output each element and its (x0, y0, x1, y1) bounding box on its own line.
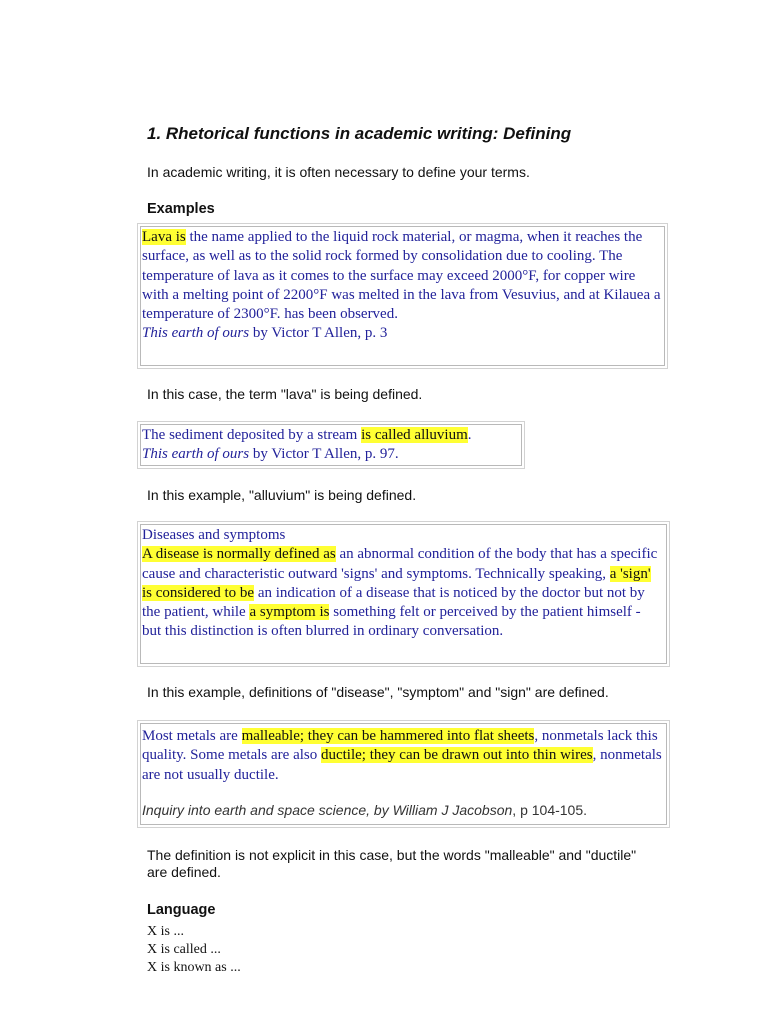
source-title: This earth of ours (142, 325, 250, 342)
language-list (147, 923, 241, 977)
language-item: X is called ... (147, 942, 221, 957)
example-body: , nonmetals lack this quality. Some metals are also (142, 728, 658, 764)
source-citation (142, 801, 663, 820)
source-author: by Victor T Allen, p. 3 (249, 325, 388, 342)
example-box-metals (140, 723, 667, 825)
comment-lava: In this case, the term "lava" is being defined. (147, 386, 423, 402)
highlight-is-called: is called alluvium (361, 427, 468, 443)
source-title: This earth of ours (142, 446, 250, 463)
highlight-symptom: a symptom is (249, 604, 330, 621)
example-text-alluvium (142, 426, 518, 465)
language-item: X is ... (147, 924, 184, 939)
example-box-lava (140, 226, 665, 366)
highlight-ductile: ductile; they can be drawn out into thin wires (320, 747, 593, 764)
example-body: The sediment deposited by a stream (142, 427, 362, 443)
examples-heading: Examples (147, 201, 215, 217)
highlight-lava-is: Lava is (142, 229, 186, 245)
highlight-malleable: malleable; they can be hammered into flat sheets (241, 728, 535, 744)
example-body: Most metals are (142, 728, 242, 744)
example-box-disease (140, 524, 667, 664)
example-body: something felt or perceived by the patient himself - but this distinction is often blurred in ordinary conversation. (142, 604, 641, 640)
source-author: by Victor T Allen, p. 97. (249, 446, 399, 463)
example-text-disease (142, 526, 663, 642)
source-title: Inquiry into earth and space science, by William J Jacobson (142, 801, 513, 818)
example-body: an abnormal condition of the body that has a specific cause and characteristic outward 'signs' and symptoms. Technically speaking, (142, 546, 658, 582)
example-body: an indication of a disease that is noticed by the doctor but not by the patient, while (142, 584, 645, 621)
example-end: . (467, 427, 472, 443)
example-text-metals (142, 727, 663, 785)
comment-alluvium: In this example, "alluvium" is being defined. (147, 487, 417, 503)
highlight-sign: a 'sign' is considered to be (142, 565, 651, 601)
example-heading: Diseases and symptoms (142, 527, 286, 543)
example-body: , nonmetals are not usually ductile. (142, 747, 662, 783)
intro-text: In academic writing, it is often necessary to define your terms. (147, 164, 530, 180)
highlight-disease: A disease is normally defined as (142, 546, 336, 563)
page-title: 1. Rhetorical functions in academic writing: Defining (147, 124, 572, 143)
example-text-lava (142, 228, 661, 344)
comment-disease: In this example, definitions of "disease", "symptom" and "sign" are defined. (147, 684, 609, 700)
comment-metals: The definition is not explicit in this case, but the words "malleable" and "ductile" are defined. (147, 847, 637, 880)
source-pages: , p 104-105. (512, 801, 588, 818)
example-box-alluvium (140, 424, 522, 466)
language-item: X is known as ... (147, 960, 241, 975)
example-body: the name applied to the liquid rock material, or magma, when it reaches the surface, as well as to the solid rock formed by consolidation due to cooling. The temperature of lava as it comes to the surface may exceed 2000°F, for copper wire with a melting point of 2200°F was melted in the lava from Vesuvius, and at Kilauea a temperature of 2300°F. has been observed. (142, 229, 661, 323)
language-heading: Language (147, 902, 216, 918)
